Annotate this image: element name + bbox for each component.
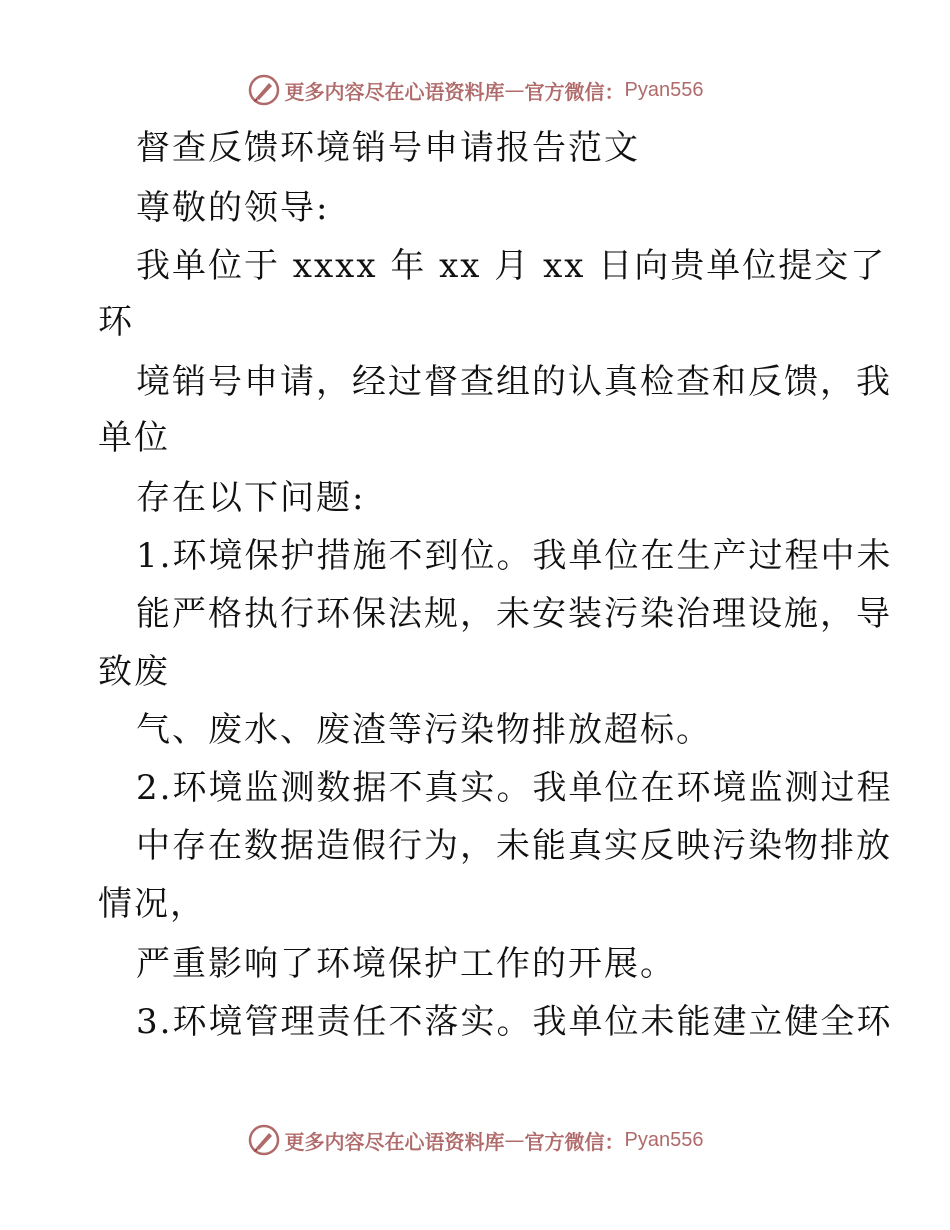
watermark-separator: — (504, 1128, 525, 1152)
paragraph-line: 3.环境管理责任不落实。我单位未能建立健全环 (136, 1002, 893, 1042)
watermark-text: 更多内容尽在心语资料库 (284, 1129, 505, 1154)
paragraph-line: 气、废水、废渣等污染物排放超标。 (136, 710, 712, 750)
footer-watermark (0, 1120, 950, 1160)
paragraph-line: 环 (98, 302, 134, 342)
paragraph-line: 严重影响了环境保护工作的开展。 (136, 944, 676, 984)
watermark-separator: — (504, 78, 525, 102)
pen-logo-icon (247, 73, 281, 107)
watermark-wechat-id: Pyan556 (624, 78, 704, 101)
paragraph-line: 情况， (98, 884, 206, 924)
paragraph-line: 存在以下问题: (136, 478, 366, 518)
paragraph-line: 能严格执行环保法规，未安装污染治理设施，导 (136, 594, 892, 634)
pen-logo-icon (247, 1123, 281, 1157)
salutation: 尊敬的领导: (136, 188, 330, 228)
paragraph-line: 境销号申请，经过督查组的认真检查和反馈，我 (136, 362, 892, 402)
paragraph-line: 1.环境保护措施不到位。我单位在生产过程中未 (136, 536, 893, 576)
watermark-suffix: 官方微信： (524, 1129, 625, 1154)
paragraph-line: 2.环境监测数据不真实。我单位在环境监测过程 (136, 768, 893, 808)
paragraph-line: 致废 (98, 652, 170, 692)
watermark-wechat-id: Pyan556 (624, 1128, 704, 1151)
paragraph-line: 我单位于 xxxx 年 xx 月 xx 日向贵单位提交了 (136, 246, 887, 286)
header-watermark (0, 70, 950, 110)
document-title: 督查反馈环境销号申请报告范文 (136, 128, 640, 168)
paragraph-line: 中存在数据造假行为，未能真实反映污染物排放 (136, 826, 892, 866)
paragraph-line: 单位 (98, 418, 170, 458)
watermark-text: 更多内容尽在心语资料库 (284, 79, 505, 104)
watermark-suffix: 官方微信： (524, 79, 625, 104)
